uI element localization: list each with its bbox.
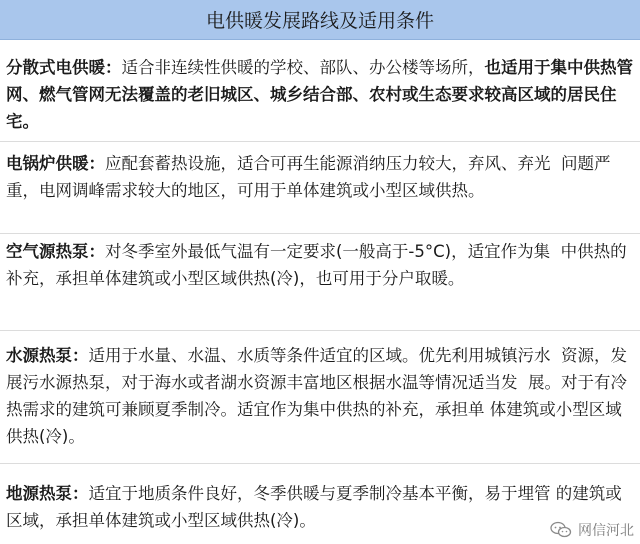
divider: [0, 463, 640, 464]
section-label: 分散式电供暖：: [6, 58, 122, 77]
page-title: 电供暖发展路线及适用条件: [0, 0, 640, 40]
section-text: 对冬季室外最低气温有一定要求(一般高于-5°C)，适宜作为集 中供热的补充，承担单体建筑或小型区域供热(冷)，也可用于分户取暖。: [6, 242, 627, 288]
section-label: 水源热泵：: [6, 346, 89, 365]
section-label: 地源热泵：: [6, 484, 89, 503]
section-electric-boiler: [0, 150, 640, 204]
divider: [0, 141, 640, 142]
divider: [0, 330, 640, 331]
section-distributed-heating: [0, 54, 640, 135]
watermark: [550, 520, 634, 540]
divider: [0, 233, 640, 234]
section-text: 适用于水量、水温、水质等条件适宜的区域。优先利用城镇污水 资源，发展污水源热泵，对于海水或者湖水资源丰富地区根据水温等情况适当发 展。对于有冷热需求的建筑可兼顾夏季制冷。适宜作为集中供热的补充，承担单 体建筑或小型区域供热(冷)。: [6, 346, 627, 446]
section-water-source-heat-pump: [0, 342, 640, 450]
section-label: 空气源热泵：: [6, 242, 105, 261]
section-text: 适宜于地质条件良好，冬季供暖与夏季制冷基本平衡，易于埋管 的建筑或区域，承担单体建筑或小型区域供热(冷)。: [6, 484, 622, 530]
section-label: 电锅炉供暖：: [6, 154, 105, 173]
section-text: 应配套蓄热设施，适合可再生能源消纳压力较大，弃风、弃光 问题严重，电网调峰需求较大的地区，可用于单体建筑或小型区域供热。: [6, 154, 611, 200]
section-strong-text: 也适用于集中供热管网、燃气管网无法覆盖的老旧城区、城乡结合部、农村或生态要求较高区域的居民住宅。: [6, 58, 633, 131]
section-ground-source-heat-pump: [0, 480, 640, 534]
section-text: 适合非连续性供暖的学校、部队、办公楼等场所，: [121, 58, 485, 77]
section-air-source-heat-pump: [0, 238, 640, 292]
wechat-logo-icon: [550, 521, 572, 539]
watermark-text: 网信河北: [578, 523, 634, 539]
